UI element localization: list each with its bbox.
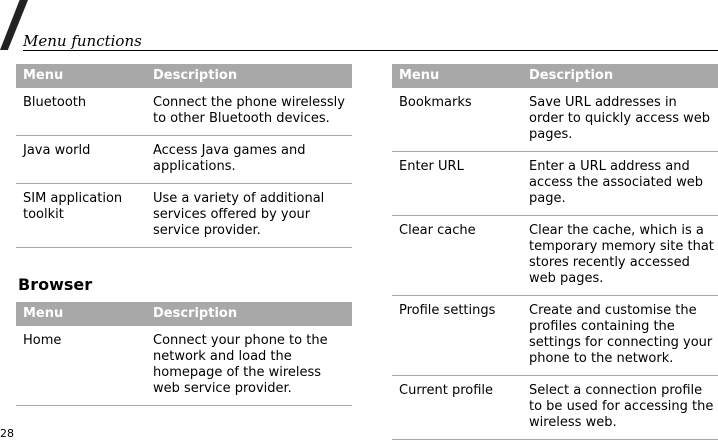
menu-cell: Clear cache <box>392 216 522 296</box>
table-row <box>392 296 718 376</box>
description-cell: Save URL addresses in order to quickly access web pages. <box>522 88 718 152</box>
table-row <box>392 88 718 152</box>
menu-cell: Enter URL <box>392 152 522 216</box>
description-cell: Select a connection profile to be used for accessing the wireless web. <box>522 376 718 440</box>
page-header-title: Menu functions <box>23 32 142 50</box>
menu-cell: Current profile <box>392 376 522 440</box>
menu-cell: Profile settings <box>392 296 522 376</box>
menu-table-browser <box>16 302 352 406</box>
table-header-row <box>392 64 718 88</box>
table-row <box>16 136 352 184</box>
header-rule <box>23 50 718 51</box>
table-row <box>16 184 352 248</box>
column-header-menu: Menu <box>392 64 522 88</box>
table-row <box>392 376 718 440</box>
table-header-row <box>16 64 352 88</box>
section-heading-browser: Browser <box>18 275 93 294</box>
description-cell: Create and customise the profiles containing the settings for connecting your phone to the network. <box>522 296 718 376</box>
description-cell: Connect your phone to the network and load the homepage of the wireless web service provider. <box>146 326 352 406</box>
table-row <box>392 216 718 296</box>
table-row <box>16 88 352 136</box>
table-header-row <box>16 302 352 326</box>
menu-cell: Java world <box>16 136 146 184</box>
description-cell: Enter a URL address and access the associated web page. <box>522 152 718 216</box>
column-header-menu: Menu <box>16 64 146 88</box>
column-header-description: Description <box>522 64 718 88</box>
menu-cell: SIM application toolkit <box>16 184 146 248</box>
description-cell: Connect the phone wirelessly to other Bluetooth devices. <box>146 88 352 136</box>
column-header-menu: Menu <box>16 302 146 326</box>
column-header-description: Description <box>146 302 352 326</box>
description-cell: Access Java games and applications. <box>146 136 352 184</box>
description-cell: Clear the cache, which is a temporary memory site that stores recently accessed web pages. <box>522 216 718 296</box>
menu-cell: Bookmarks <box>392 88 522 152</box>
table-row <box>392 152 718 216</box>
menu-table-left <box>16 64 352 248</box>
menu-cell: Bluetooth <box>16 88 146 136</box>
description-cell: Use a variety of additional services offered by your service provider. <box>146 184 352 248</box>
column-header-description: Description <box>146 64 352 88</box>
table-row <box>16 326 352 406</box>
menu-table-right <box>392 64 718 440</box>
page-number: 28 <box>0 427 14 440</box>
menu-cell: Home <box>16 326 146 406</box>
